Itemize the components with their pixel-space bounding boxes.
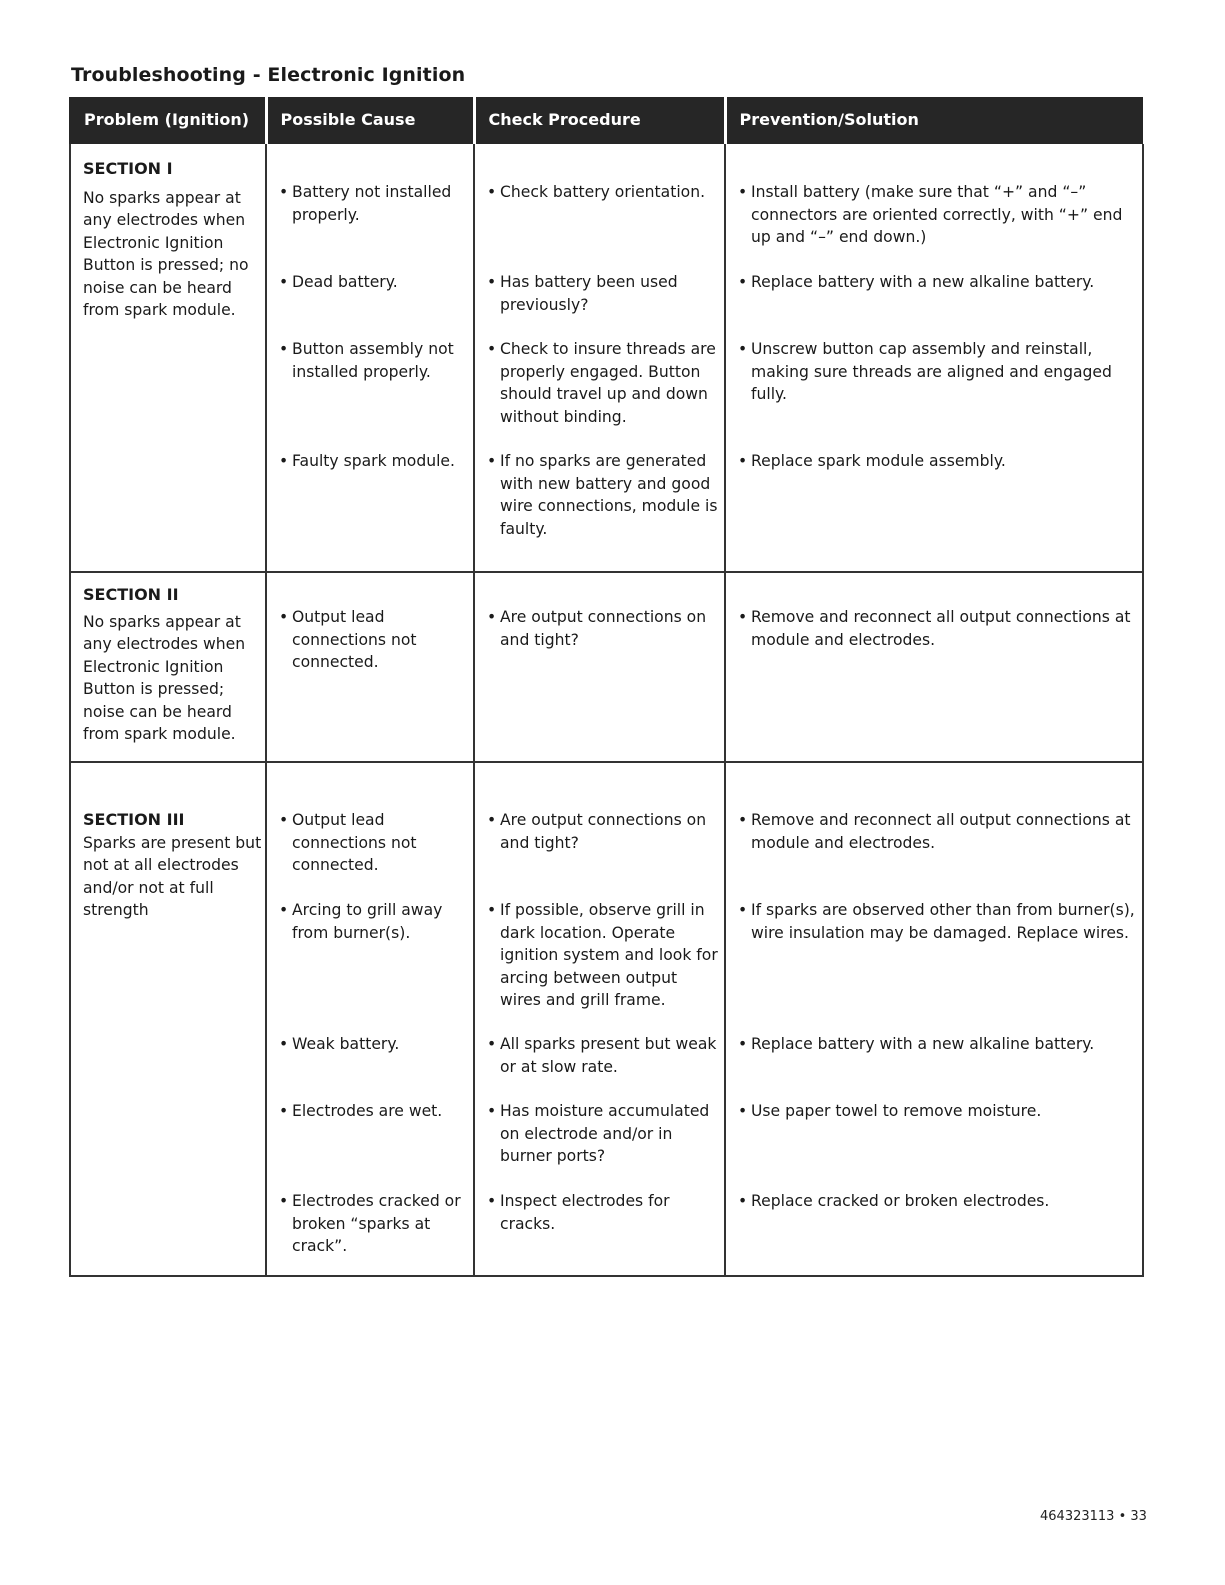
section-3-cause-3: • Weak battery. [279,1035,400,1053]
section-1-solution-cell [725,144,1143,572]
section-1-cause-4: • Faulty spark module. [279,452,455,470]
section-3-solution-1: • Remove and reconnect all output connections at module and electrodes. [738,811,1131,852]
section-1-check-1: • Check battery orientation. [487,183,706,201]
section-3-solution-3: • Replace battery with a new alkaline battery. [738,1035,1095,1053]
section-1-title: SECTION I [83,159,173,178]
section-3-title: SECTION III [83,810,185,829]
section-1-problem-cell [70,144,266,572]
section-3-cause-4: • Electrodes are wet. [279,1102,443,1120]
section-3-check-2: • If possible, observe grill in dark location. Operate ignition system and look for arcing between output wires and grill frame. [487,901,718,1009]
section-1-solution-1: • Install battery (make sure that “+” and “–” connectors are oriented correctly, with “+” end up and “–” end down.) [738,183,1123,246]
table-header-row [70,97,1143,144]
troubleshooting-table [69,97,1144,1277]
section-1-cause-1: • Battery not installed properly. [279,183,452,224]
section-2-title: SECTION II [83,585,179,604]
section-2-check-1: • Are output connections on and tight? [487,608,707,649]
header-check-procedure: Check Procedure [474,97,725,144]
section-3-cause-1: • Output lead connections not connected. [279,811,417,874]
header-prevention-solution: Prevention/Solution [725,97,1143,144]
section-1-cause-3: • Button assembly not installed properly. [279,340,454,381]
section-3-check-1: • Are output connections on and tight? [487,811,707,852]
section-2-problem-cell [70,572,266,762]
section-3-cause-5: • Electrodes cracked or broken “sparks at crack”. [279,1192,461,1255]
section-3-problem-cell [70,762,266,1276]
section-1-cause-cell [266,144,474,572]
section-2-check-cell [474,572,725,762]
section-3-row [70,762,1143,1276]
section-1-solution-4: • Replace spark module assembly. [738,452,1006,470]
section-3-cause-2: • Arcing to grill away from burner(s). [279,901,443,942]
section-3-solution-cell [725,762,1143,1276]
section-1-cause-2: • Dead battery. [279,273,398,291]
section-3-check-cell [474,762,725,1276]
section-3-solution-5: • Replace cracked or broken electrodes. [738,1192,1050,1210]
header-problem: Problem (Ignition) [70,97,266,144]
section-1-solution-2: • Replace battery with a new alkaline battery. [738,273,1095,291]
section-2-solution-cell [725,572,1143,762]
section-2-row [70,572,1143,762]
section-2-cause-1: • Output lead connections not connected. [279,608,417,671]
page-title: Troubleshooting - Electronic Ignition [71,64,466,86]
section-3-solution-2: • If sparks are observed other than from burner(s), wire insulation may be damaged. Replace wires. [738,901,1135,942]
section-2-cause-cell [266,572,474,762]
section-1-check-4: • If no sparks are generated with new battery and good wire connections, module is faulty. [487,452,718,538]
page-footer: 464323113 • 33 [1040,1509,1147,1524]
section-3-check-4: • Has moisture accumulated on electrode and/or in burner ports? [487,1102,710,1165]
section-3-problem-text: Sparks are present but not at all electrodes and/or not at full strength [83,833,262,919]
section-1-check-3: • Check to insure threads are properly engaged. Button should travel up and down without binding. [487,340,716,426]
section-3-cause-cell [266,762,474,1276]
section-2-solution-1: • Remove and reconnect all output connections at module and electrodes. [738,608,1131,649]
section-3-solution-4: • Use paper towel to remove moisture. [738,1102,1042,1120]
section-1-row [70,144,1143,572]
section-1-check-2: • Has battery been used previously? [487,273,678,314]
section-2-problem-text: No sparks appear at any electrodes when Electronic Ignition Button is pressed; noise can be heard from spark module. [83,612,246,743]
section-1-solution-3: • Unscrew button cap assembly and reinstall, making sure threads are aligned and engaged fully. [738,340,1112,403]
section-3-check-5: • Inspect electrodes for cracks. [487,1192,670,1233]
section-3-check-3: • All sparks present but weak or at slow rate. [487,1035,717,1076]
section-1-check-cell [474,144,725,572]
section-1-problem-text: No sparks appear at any electrodes when Electronic Ignition Button is pressed; no noise can be heard from spark module. [83,188,249,319]
header-possible-cause: Possible Cause [266,97,474,144]
